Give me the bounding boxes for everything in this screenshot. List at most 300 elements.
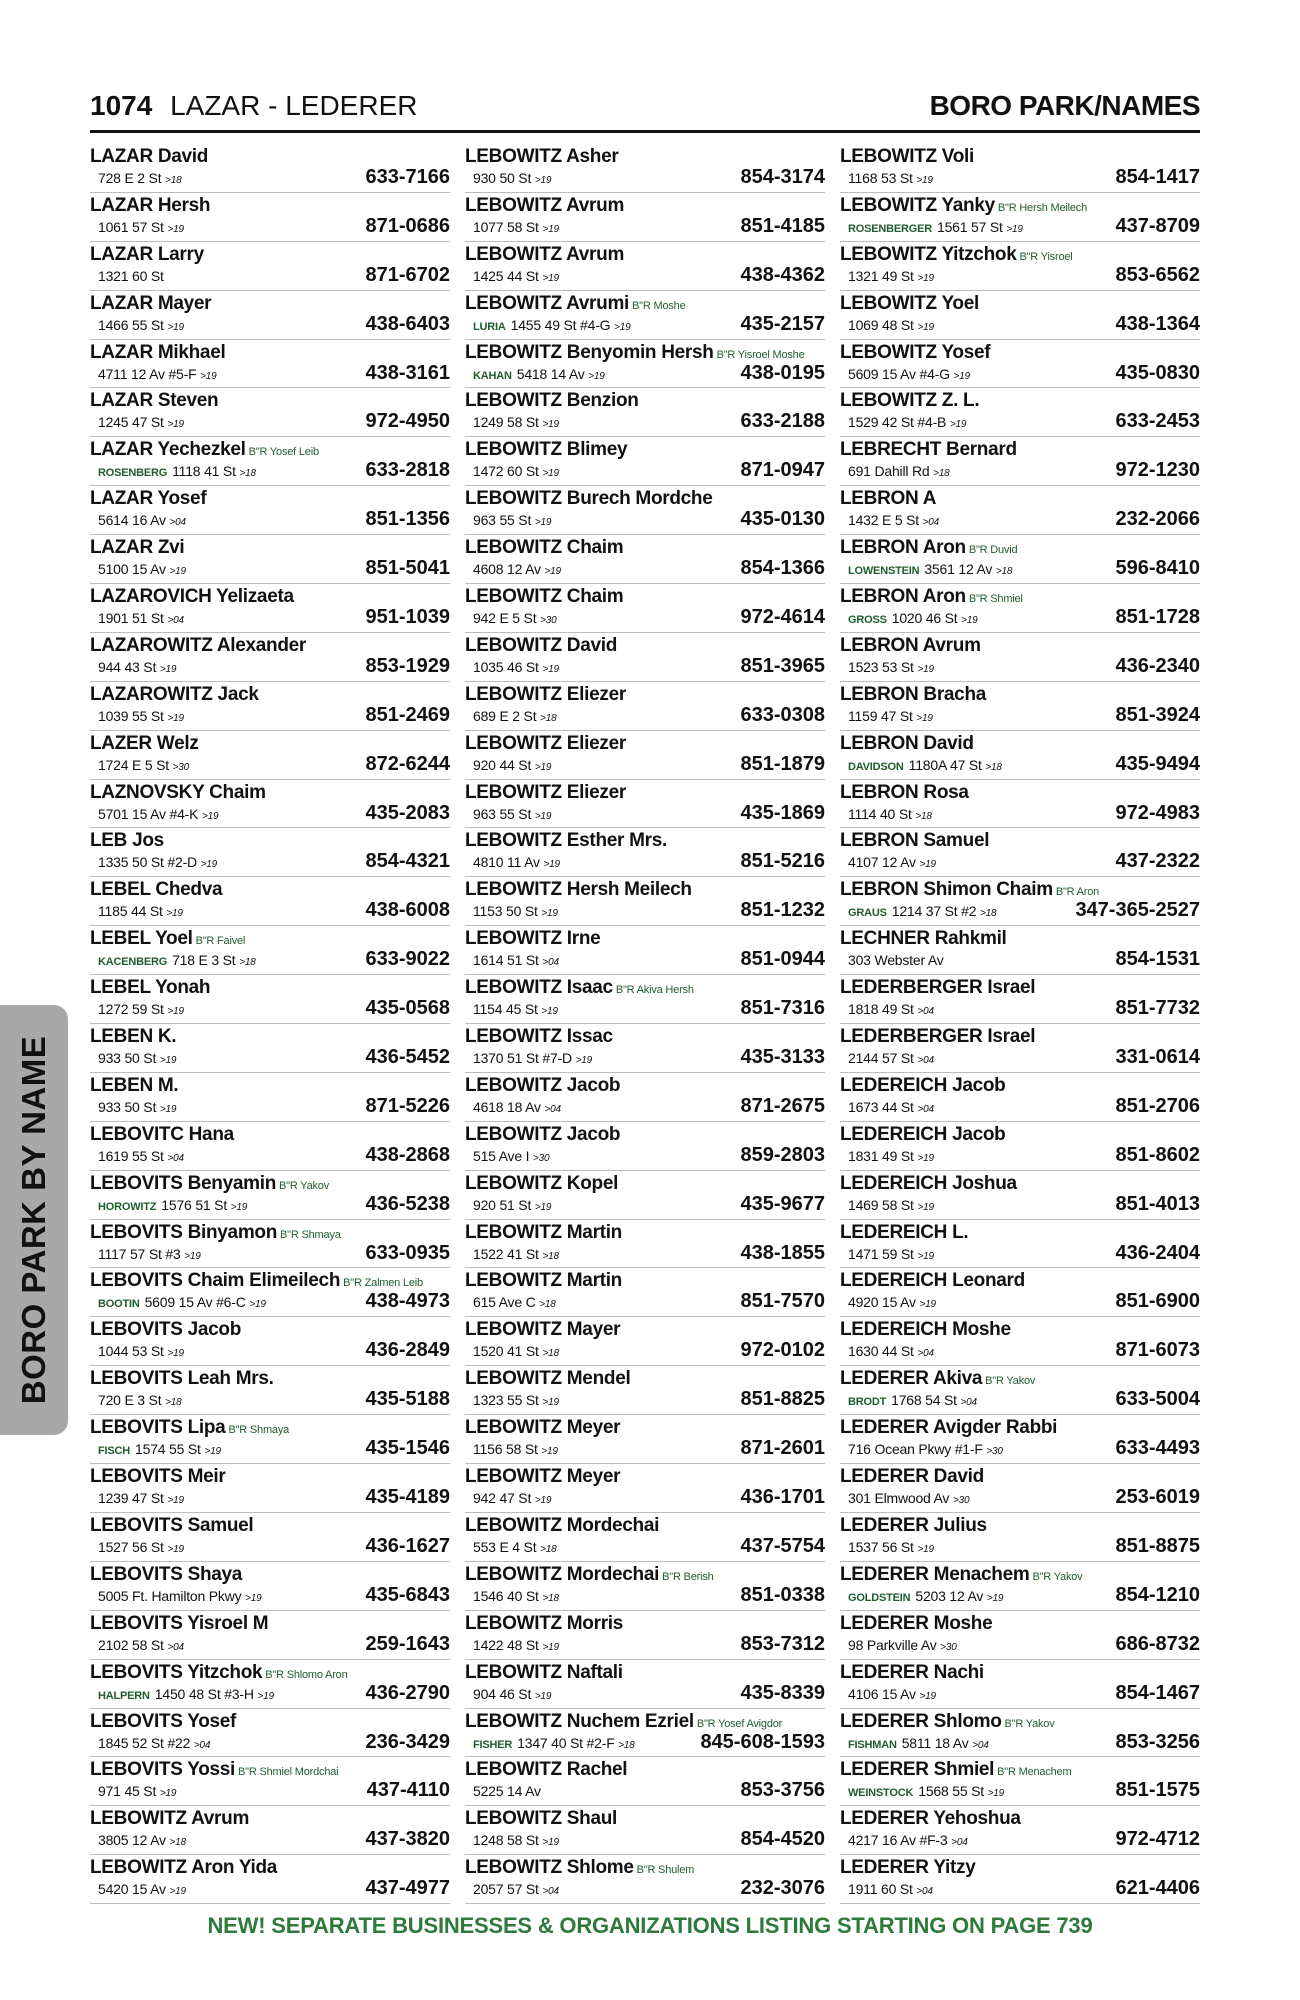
entry-address: 1214 37 St #2 bbox=[891, 903, 977, 920]
listing-entry bbox=[90, 586, 450, 635]
entry-address-line bbox=[98, 1196, 247, 1217]
entry-phone: 859-2803 bbox=[740, 1143, 825, 1166]
entry-address: 1911 60 St bbox=[848, 1881, 913, 1898]
entry-name-line bbox=[465, 1515, 659, 1537]
entry-name: LEBOWITZ Hersh Meilech bbox=[465, 879, 692, 901]
entry-address: 301 Elmwood Av bbox=[848, 1490, 950, 1507]
entry-area-mark: >19 bbox=[919, 1299, 936, 1311]
entry-address: 1347 40 St #2-F bbox=[517, 1734, 615, 1751]
entry-divider bbox=[840, 1121, 1200, 1122]
entry-area-mark: >19 bbox=[249, 1299, 266, 1311]
entry-name-line bbox=[465, 977, 694, 1001]
entry-address: 904 46 St bbox=[473, 1685, 532, 1702]
entry-address: 920 44 St bbox=[473, 756, 532, 773]
entry-phone: 871-0686 bbox=[365, 214, 450, 237]
entry-address: 1831 49 St bbox=[848, 1147, 914, 1164]
listing-entry bbox=[840, 1613, 1200, 1662]
entry-area-mark: >18 bbox=[165, 175, 182, 186]
entry-name: LEBOWITZ Kopel bbox=[465, 1172, 619, 1194]
entry-area-mark: >19 bbox=[159, 1788, 177, 1800]
entry-phone: 633-2818 bbox=[365, 459, 450, 482]
entry-name-line bbox=[90, 146, 208, 168]
entry-name: LEDEREICH Leonard bbox=[840, 1270, 1025, 1292]
entry-name: LEBEL Yoel bbox=[90, 928, 193, 950]
entry-address-line bbox=[98, 1440, 221, 1461]
entry-address-line bbox=[98, 902, 183, 923]
listing-entry bbox=[90, 488, 450, 537]
entry-phone: 435-2157 bbox=[740, 312, 825, 335]
entry-name-line bbox=[90, 342, 225, 364]
entry-address-line bbox=[848, 1049, 934, 1070]
entry-address-line bbox=[848, 1245, 934, 1266]
entry-area-mark: >18 bbox=[995, 566, 1013, 578]
entry-name: LEBOWITZ Avrum bbox=[465, 194, 625, 216]
entry-divider bbox=[90, 1072, 450, 1073]
entry-phone: 633-2453 bbox=[1115, 410, 1200, 433]
entry-phone: 437-4977 bbox=[365, 1877, 450, 1900]
entry-address: 5701 15 Av #4-K bbox=[98, 805, 199, 822]
entry-divider bbox=[465, 192, 825, 193]
entry-address-line bbox=[473, 218, 559, 239]
entry-name: LEBOWITZ Mordechai bbox=[465, 1563, 660, 1585]
listing-entry bbox=[840, 390, 1200, 439]
entry-address-line bbox=[473, 169, 551, 190]
entry-name-line bbox=[465, 1417, 620, 1439]
listing-entry bbox=[465, 537, 825, 586]
entry-name: LAZAR Hersh bbox=[90, 194, 211, 216]
entry-name-line bbox=[840, 928, 1007, 950]
entry-phone: 436-2404 bbox=[1115, 1241, 1200, 1264]
entry-phone: 851-0944 bbox=[740, 948, 825, 971]
entry-address: 1185 44 St bbox=[98, 903, 163, 920]
entry-phone: 437-4110 bbox=[366, 1779, 450, 1802]
entry-address: 1450 48 St #3-H bbox=[154, 1685, 254, 1702]
entry-address: 1576 51 St bbox=[161, 1196, 228, 1213]
listing-entry bbox=[465, 1319, 825, 1368]
entry-phone: 853-3756 bbox=[740, 1779, 825, 1802]
entry-divider bbox=[90, 534, 450, 535]
entry-name: LEBOWITZ Yanky bbox=[840, 194, 995, 216]
entry-address: 728 E 2 St bbox=[98, 170, 162, 186]
entry-phone: 851-3924 bbox=[1115, 703, 1200, 726]
entry-divider bbox=[465, 1512, 825, 1513]
entry-divider bbox=[465, 339, 825, 340]
entry-area-mark: >04 bbox=[167, 615, 184, 627]
entry-divider bbox=[90, 827, 450, 828]
entry-name-line bbox=[465, 1075, 620, 1097]
entry-area-mark: >19 bbox=[245, 1592, 262, 1604]
listing-entry bbox=[465, 782, 825, 831]
entry-name: LEBOVITS Shaya bbox=[90, 1563, 243, 1585]
entry-address-line bbox=[848, 1538, 934, 1559]
entry-address: 1118 41 St bbox=[172, 463, 236, 480]
entry-name: LEBOWITZ Jacob bbox=[465, 1074, 621, 1096]
entry-area-mark: >19 bbox=[167, 1006, 184, 1018]
entry-address: 1245 47 St bbox=[98, 414, 164, 431]
listing-entry bbox=[90, 1808, 450, 1857]
entry-divider bbox=[90, 1121, 450, 1122]
entry-patronymic: B"R Yisroel bbox=[1019, 250, 1073, 263]
entry-patronymic: B"R Shlomo Aron bbox=[265, 1668, 348, 1681]
entry-name-line bbox=[90, 293, 211, 315]
entry-divider bbox=[90, 779, 450, 780]
entry-divider bbox=[465, 241, 825, 242]
entry-name: LEBOWITZ Chaim bbox=[465, 586, 624, 608]
entry-name-line bbox=[90, 1075, 178, 1097]
entry-address: 716 Ocean Pkwy #1-F bbox=[848, 1441, 983, 1458]
entry-phone: 435-8339 bbox=[740, 1681, 825, 1704]
entry-area-mark: >18 bbox=[618, 1739, 635, 1751]
entry-address: 303 Webster Av bbox=[848, 952, 944, 969]
entry-divider bbox=[465, 1708, 825, 1709]
entry-patronymic: B"R Yisroel Moshe bbox=[716, 348, 805, 361]
listing-entry bbox=[465, 1613, 825, 1662]
entry-name: LAZAR Yosef bbox=[90, 488, 207, 510]
entry-phone: 851-5216 bbox=[740, 850, 825, 873]
entry-relation: GRAUS bbox=[848, 907, 887, 920]
entry-address: 1321 49 St bbox=[848, 267, 914, 284]
entry-phone: 259-1643 bbox=[365, 1632, 450, 1655]
entry-area-mark: >04 bbox=[169, 517, 186, 529]
entry-phone: 633-4493 bbox=[1115, 1437, 1200, 1460]
entry-name-line bbox=[90, 1466, 225, 1488]
entry-area-mark: >19 bbox=[230, 1201, 248, 1213]
entry-divider bbox=[840, 1463, 1200, 1464]
entry-address: 615 Ave C bbox=[473, 1294, 536, 1311]
entry-name-line bbox=[90, 1124, 234, 1146]
entry-relation: FISHER bbox=[473, 1738, 513, 1751]
entry-relation: FISHMAN bbox=[848, 1738, 897, 1751]
entry-name: LEBRON Aron bbox=[840, 586, 966, 608]
entry-address-line bbox=[473, 902, 558, 923]
entry-name-line bbox=[840, 1222, 968, 1244]
entry-name: LEDERBERGER Israel bbox=[840, 1026, 1036, 1048]
entry-phone: 435-9677 bbox=[740, 1192, 825, 1215]
entry-phone: 435-0568 bbox=[365, 997, 450, 1020]
entry-address-line bbox=[848, 609, 978, 630]
entry-address: 2144 57 St bbox=[848, 1050, 914, 1067]
listing-entry bbox=[840, 1662, 1200, 1711]
entry-name: LEBOVITC Hana bbox=[90, 1123, 234, 1145]
entry-phone: 633-5004 bbox=[1115, 1388, 1200, 1411]
entry-address: 1901 51 St bbox=[98, 610, 164, 627]
entry-phone: 436-2849 bbox=[365, 1339, 450, 1362]
entry-address-line bbox=[98, 365, 217, 386]
listing-entry bbox=[465, 1222, 825, 1271]
entry-divider bbox=[90, 290, 450, 291]
entry-address: 1630 44 St bbox=[848, 1343, 914, 1360]
entry-address: 1159 47 St bbox=[848, 707, 913, 724]
entry-area-mark: >19 bbox=[917, 1201, 934, 1213]
listing-entry bbox=[465, 1662, 825, 1711]
entry-name: LEBRON Avrum bbox=[840, 634, 981, 656]
listing-entry bbox=[840, 1564, 1200, 1613]
listing-entry bbox=[90, 293, 450, 342]
entry-name: LEDERER Menachem bbox=[840, 1563, 1030, 1585]
entry-name: LEBOVITS Meir bbox=[90, 1466, 226, 1488]
entry-address-line bbox=[473, 1391, 559, 1412]
entry-name-line bbox=[90, 1613, 268, 1635]
listing-entry bbox=[840, 635, 1200, 684]
entry-divider bbox=[840, 436, 1200, 437]
entry-address: 1020 46 St bbox=[891, 610, 958, 627]
listing-entry bbox=[840, 1222, 1200, 1271]
entry-area-mark: >19 bbox=[917, 1543, 934, 1555]
entry-area-mark: >19 bbox=[917, 1250, 934, 1262]
entry-address: 720 E 3 St bbox=[98, 1392, 162, 1409]
entry-relation: KAHAN bbox=[473, 369, 512, 382]
entry-address: 4920 15 Av bbox=[848, 1294, 916, 1311]
entry-divider bbox=[840, 387, 1200, 388]
entry-name-line bbox=[840, 244, 1073, 268]
page-header bbox=[90, 86, 1200, 133]
entry-phone: 851-7732 bbox=[1115, 997, 1200, 1020]
listing-entry bbox=[465, 1173, 825, 1222]
listing-entry bbox=[840, 195, 1200, 244]
entry-name-line bbox=[840, 1026, 1035, 1048]
entry-address-line bbox=[848, 1587, 1003, 1608]
entry-patronymic: B"R Hersh Meilech bbox=[997, 201, 1088, 214]
entry-address-line bbox=[848, 1636, 957, 1657]
entry-name-line bbox=[840, 1368, 1035, 1392]
entry-address-line bbox=[473, 1782, 541, 1800]
entry-name: LEBOWITZ Esther Mrs. bbox=[465, 830, 667, 852]
entry-address-line bbox=[98, 413, 184, 434]
entry-divider bbox=[90, 1023, 450, 1024]
entry-divider bbox=[840, 1267, 1200, 1268]
listing-column-3 bbox=[840, 146, 1200, 1906]
entry-divider bbox=[840, 925, 1200, 926]
entry-area-mark: >04 bbox=[167, 1152, 184, 1164]
listing-entry bbox=[90, 390, 450, 439]
entry-address-line bbox=[98, 169, 181, 190]
listing-entry bbox=[465, 1759, 825, 1808]
entry-address-line bbox=[848, 805, 932, 826]
entry-name-line bbox=[465, 439, 627, 461]
listing-entry bbox=[840, 488, 1200, 537]
entry-address-line bbox=[848, 1196, 934, 1217]
entry-address: 942 47 St bbox=[473, 1490, 532, 1507]
entry-address: 1469 58 St bbox=[848, 1196, 914, 1213]
entry-phone: 972-0102 bbox=[740, 1339, 825, 1362]
entry-name: LEBOWITZ Chaim bbox=[465, 537, 624, 559]
entry-phone: 854-4321 bbox=[365, 850, 450, 873]
entry-divider bbox=[840, 534, 1200, 535]
entry-phone: 438-1364 bbox=[1115, 312, 1200, 335]
listing-entry bbox=[90, 1515, 450, 1564]
entry-divider bbox=[840, 681, 1200, 682]
entry-address-line bbox=[98, 1880, 186, 1901]
entry-divider bbox=[840, 485, 1200, 486]
entry-divider bbox=[90, 1561, 450, 1562]
entry-address: 5005 Ft. Hamilton Pkwy bbox=[98, 1587, 242, 1604]
entry-area-mark: >19 bbox=[167, 712, 184, 724]
entry-address: 1673 44 St bbox=[848, 1098, 914, 1115]
entry-address-line bbox=[98, 1147, 184, 1168]
entry-patronymic: B"R Duvid bbox=[968, 544, 1018, 557]
entry-name: LEBRON David bbox=[840, 732, 974, 754]
entry-phone: 436-5238 bbox=[365, 1192, 450, 1215]
entry-name: LEBOWITZ Jacob bbox=[465, 1123, 621, 1145]
entry-name-line bbox=[840, 1564, 1082, 1588]
entry-phone: 435-9494 bbox=[1115, 752, 1200, 775]
entry-name-line bbox=[90, 879, 222, 901]
entry-area-mark: >19 bbox=[542, 1837, 559, 1849]
footer-note: NEW! SEPARATE BUSINESSES & ORGANIZATIONS LISTING STARTING ON PAGE 739 bbox=[207, 1913, 1093, 1938]
listing-entry bbox=[90, 342, 450, 391]
entry-address: 718 E 3 St bbox=[172, 952, 236, 969]
entry-phone: 596-8410 bbox=[1115, 557, 1200, 580]
entry-name-line bbox=[465, 782, 626, 804]
entry-name: LEDERER Moshe bbox=[840, 1612, 993, 1634]
entry-name-line bbox=[90, 1222, 341, 1246]
entry-name-line bbox=[465, 1613, 623, 1635]
entry-address-line bbox=[473, 560, 561, 581]
listing-column-2 bbox=[465, 146, 825, 1906]
entry-area-mark: >04 bbox=[542, 957, 559, 969]
entry-address: 4711 12 Av #5-F bbox=[98, 365, 197, 382]
entry-relation: BRODT bbox=[848, 1396, 887, 1409]
entry-address-line bbox=[848, 1147, 934, 1168]
entry-divider bbox=[90, 1659, 450, 1660]
entry-address-line bbox=[473, 267, 559, 288]
entry-name-line bbox=[465, 244, 624, 266]
listing-entry bbox=[90, 1124, 450, 1173]
entry-patronymic: B"R Shmiel bbox=[968, 593, 1023, 606]
listing-entry bbox=[465, 635, 825, 684]
entry-divider bbox=[90, 192, 450, 193]
entry-address-line bbox=[473, 1734, 635, 1755]
entry-name: LEBOWITZ Meyer bbox=[465, 1417, 621, 1439]
listing-entry bbox=[840, 733, 1200, 782]
entry-name-line bbox=[465, 390, 639, 412]
entry-phone: 854-1417 bbox=[1115, 166, 1200, 188]
listing-entry bbox=[465, 928, 825, 977]
entry-address: 1168 53 St bbox=[848, 170, 913, 186]
entry-patronymic: B"R Shulem bbox=[636, 1864, 695, 1877]
entry-area-mark: >30 bbox=[172, 761, 190, 773]
entry-address-line bbox=[848, 1734, 989, 1755]
entry-address: 4107 12 Av bbox=[848, 854, 916, 871]
entry-name: LEDERER David bbox=[840, 1466, 984, 1488]
entry-divider bbox=[465, 534, 825, 535]
entry-name-line bbox=[840, 1417, 1057, 1439]
entry-area-mark: >19 bbox=[542, 419, 559, 431]
entry-divider bbox=[90, 485, 450, 486]
entry-name: LEDEREICH Joshua bbox=[840, 1172, 1017, 1194]
entry-address: 963 55 St bbox=[473, 805, 532, 822]
entry-phone: 871-6702 bbox=[365, 263, 450, 286]
entry-phone: 851-1879 bbox=[740, 752, 825, 775]
entry-area-mark: >19 bbox=[166, 908, 183, 920]
listing-entry bbox=[90, 635, 450, 684]
entry-area-mark: >30 bbox=[940, 1641, 957, 1653]
entry-address-line bbox=[848, 756, 1002, 777]
entry-relation: LOWENSTEIN bbox=[848, 565, 920, 578]
entry-address: 1154 45 St bbox=[473, 1001, 538, 1018]
entry-phone: 845-608-1593 bbox=[700, 1730, 825, 1753]
entry-address: 1039 55 St bbox=[98, 707, 164, 724]
entry-divider bbox=[465, 1267, 825, 1268]
entry-divider bbox=[90, 1805, 450, 1806]
entry-patronymic: B"R Moshe bbox=[632, 299, 686, 312]
entry-relation: GROSS bbox=[848, 614, 887, 627]
entry-area-mark: >04 bbox=[917, 1103, 934, 1115]
entry-name-line bbox=[90, 1662, 348, 1686]
entry-name: LAZAROWITZ Jack bbox=[90, 683, 259, 705]
entry-name: LEBOWITZ Issac bbox=[465, 1026, 613, 1048]
entry-divider bbox=[840, 1414, 1200, 1415]
entry-address-line bbox=[848, 951, 944, 969]
entry-address-line bbox=[473, 511, 551, 532]
entry-address: 1472 60 St bbox=[473, 463, 539, 480]
entry-address-line bbox=[98, 267, 164, 285]
entry-address-line bbox=[98, 560, 186, 581]
entry-name-line bbox=[90, 244, 204, 266]
entry-address-line bbox=[473, 1538, 556, 1559]
listing-entry bbox=[465, 1857, 825, 1906]
listing-entry bbox=[90, 439, 450, 488]
entry-address: 1044 53 St bbox=[98, 1343, 164, 1360]
entry-phone: 871-5226 bbox=[365, 1094, 450, 1117]
entry-divider bbox=[840, 1854, 1200, 1855]
entry-divider bbox=[840, 583, 1200, 584]
listing-entry bbox=[840, 537, 1200, 586]
entry-patronymic: B"R Aron bbox=[1055, 886, 1100, 899]
listing-entry bbox=[840, 1173, 1200, 1222]
entry-name-line bbox=[840, 1857, 975, 1879]
entry-address: 1061 57 St bbox=[98, 218, 164, 235]
entry-phone: 851-0338 bbox=[740, 1583, 825, 1606]
listing-entry bbox=[840, 1026, 1200, 1075]
entry-divider bbox=[90, 925, 450, 926]
entry-phone: 633-2188 bbox=[740, 410, 825, 433]
entry-name-line bbox=[840, 293, 979, 315]
entry-area-mark: >19 bbox=[167, 1543, 184, 1555]
entry-name-line bbox=[840, 879, 1099, 903]
entry-address: 1422 48 St bbox=[473, 1636, 539, 1653]
entry-name: LAZNOVSKY Chaim bbox=[90, 781, 266, 803]
entry-address: 1117 57 St #3 bbox=[98, 1245, 181, 1262]
entry-area-mark: >18 bbox=[542, 1348, 559, 1360]
listing-entry bbox=[840, 586, 1200, 635]
entry-area-mark: >19 bbox=[961, 615, 978, 627]
entry-name: LEBOWITZ Blimey bbox=[465, 439, 628, 461]
entry-address: 1248 58 St bbox=[473, 1832, 539, 1849]
entry-area-mark: >19 bbox=[949, 419, 967, 431]
entry-name: LEBRON Rosa bbox=[840, 781, 969, 803]
entry-address-line bbox=[848, 1000, 934, 1021]
entry-relation: LURIA bbox=[473, 320, 506, 333]
entry-phone: 435-6843 bbox=[365, 1583, 450, 1606]
entry-divider bbox=[840, 1023, 1200, 1024]
entry-address-line bbox=[848, 413, 966, 434]
listing-entry bbox=[465, 830, 825, 879]
entry-divider bbox=[465, 730, 825, 731]
entry-name: LEBRON Bracha bbox=[840, 683, 987, 705]
entry-area-mark: >19 bbox=[588, 370, 605, 382]
entry-name-line bbox=[465, 1662, 623, 1684]
entry-name-line bbox=[90, 537, 184, 559]
entry-divider bbox=[465, 1805, 825, 1806]
entry-area-mark: >18 bbox=[985, 761, 1002, 773]
entry-name: LEBOWITZ Z. L. bbox=[840, 390, 980, 412]
entry-name: LEDERER Yitzy bbox=[840, 1857, 976, 1879]
entry-phone: 851-6900 bbox=[1115, 1290, 1200, 1313]
entry-address: 1529 42 St #4-B bbox=[848, 414, 947, 431]
entry-name: LEBOWITZ Morris bbox=[465, 1612, 624, 1634]
entry-name-line bbox=[90, 635, 306, 657]
